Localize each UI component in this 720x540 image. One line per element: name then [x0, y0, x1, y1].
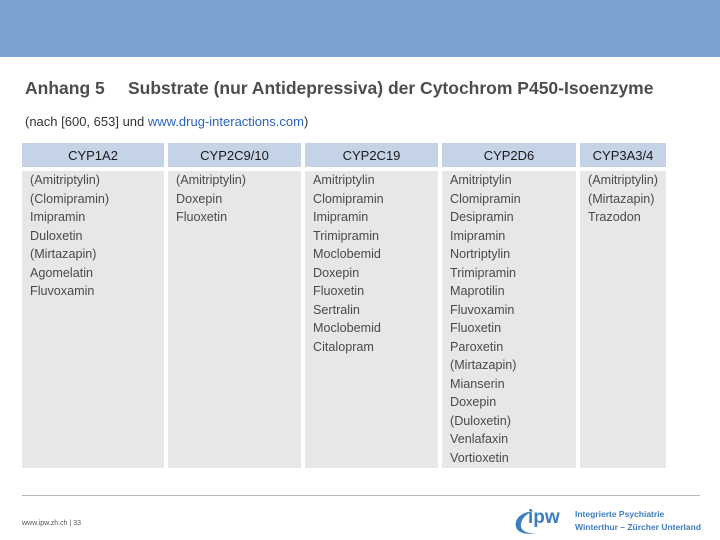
table-column-cyp3a4 [580, 143, 666, 468]
table-cell: Fluoxetin [176, 210, 228, 224]
column-body [305, 171, 438, 468]
table-cell: Doxepin [176, 191, 223, 206]
footer-page-ref: www.ipw.zh.ch | 33 [22, 520, 82, 527]
table-cell: (Amitriptylin) [588, 173, 658, 187]
table-cell: Imipramin [450, 228, 506, 243]
source-suffix: ) [303, 114, 309, 129]
table-cell: Amitriptylin [313, 173, 375, 187]
logo-line-1: Integrierte Psychiatrie [575, 509, 665, 519]
table-cell: Fluvoxamin [450, 302, 515, 317]
column-header: CYP2C9/10 [168, 143, 301, 167]
table-cell: Fluoxetin [450, 321, 502, 335]
table-column-cyp2c19 [305, 143, 438, 468]
table-cell: Fluoxetin [313, 284, 365, 298]
substrate-table [22, 143, 672, 468]
table-cell: Nortriptylin [450, 247, 511, 261]
table-cell: (Mirtazapin) [30, 247, 97, 261]
source-prefix: (nach [600, 653] und [25, 114, 148, 129]
table-column-cyp1a2 [22, 143, 164, 468]
table-cell: Mianserin [450, 376, 505, 391]
table-cell: Doxepin [313, 265, 360, 280]
table-cell: Trazodon [588, 210, 641, 224]
footer-divider [22, 495, 700, 496]
table-cell: Doxepin [450, 395, 497, 409]
column-body [22, 171, 164, 468]
table-cell: Venlafaxin [450, 432, 509, 446]
column-body [168, 171, 301, 468]
table-cell: Clomipramin [313, 191, 384, 206]
table-cell: Imipramin [30, 210, 86, 224]
table-cell: (Mirtazapin) [450, 358, 517, 372]
table-cell: Moclobemid [313, 247, 381, 261]
table-cell: Moclobemid [313, 321, 381, 335]
column-body [580, 171, 666, 468]
logo-mark: ipw [528, 507, 560, 528]
column-header: CYP3A3/4 [580, 143, 666, 167]
table-column-cyp2d6 [442, 143, 576, 468]
table-cell: Sertralin [313, 302, 360, 317]
table-cell: Fluvoxamin [30, 284, 95, 298]
table-cell: Trimipramin [450, 265, 517, 280]
table-cell: Citalopram [313, 339, 374, 354]
table-cell: Desipramin [450, 210, 514, 224]
table-column-cyp2c9 [168, 143, 301, 468]
annex-label: Anhang 5 [25, 78, 105, 98]
table-cell: Amitriptylin [450, 173, 512, 187]
source-link[interactable]: www.drug-interactions.com [147, 114, 304, 129]
source-note [25, 114, 308, 129]
column-header: CYP2C19 [305, 143, 438, 167]
table-cell: Agomelatin [30, 265, 94, 280]
table-cell: Maprotilin [450, 284, 505, 298]
logo-line-2: Winterthur – Zürcher Unterland [575, 522, 702, 532]
table-cell: Clomipramin [450, 191, 521, 206]
column-header: CYP2D6 [442, 143, 576, 167]
table-cell: Duloxetin [30, 228, 83, 243]
table-cell: Paroxetin [450, 339, 504, 354]
page-title: Substrate (nur Antidepressiva) der Cytochrom P450-Isoenzyme [128, 78, 654, 98]
column-body [442, 171, 576, 468]
table-cell: (Duloxetin) [450, 413, 511, 428]
table-cell: Trimipramin [313, 228, 380, 243]
logo-text [575, 508, 710, 534]
page-heading [25, 78, 705, 99]
table-cell: (Amitriptylin) [30, 173, 100, 187]
table-cell: (Clomipramin) [30, 191, 110, 206]
table-cell: Vortioxetin [450, 450, 509, 465]
top-banner [0, 0, 720, 57]
table-cell: (Amitriptylin) [176, 173, 246, 187]
table-cell: Imipramin [313, 210, 369, 224]
column-header: CYP1A2 [22, 143, 164, 167]
table-cell: (Mirtazapin) [588, 191, 655, 206]
